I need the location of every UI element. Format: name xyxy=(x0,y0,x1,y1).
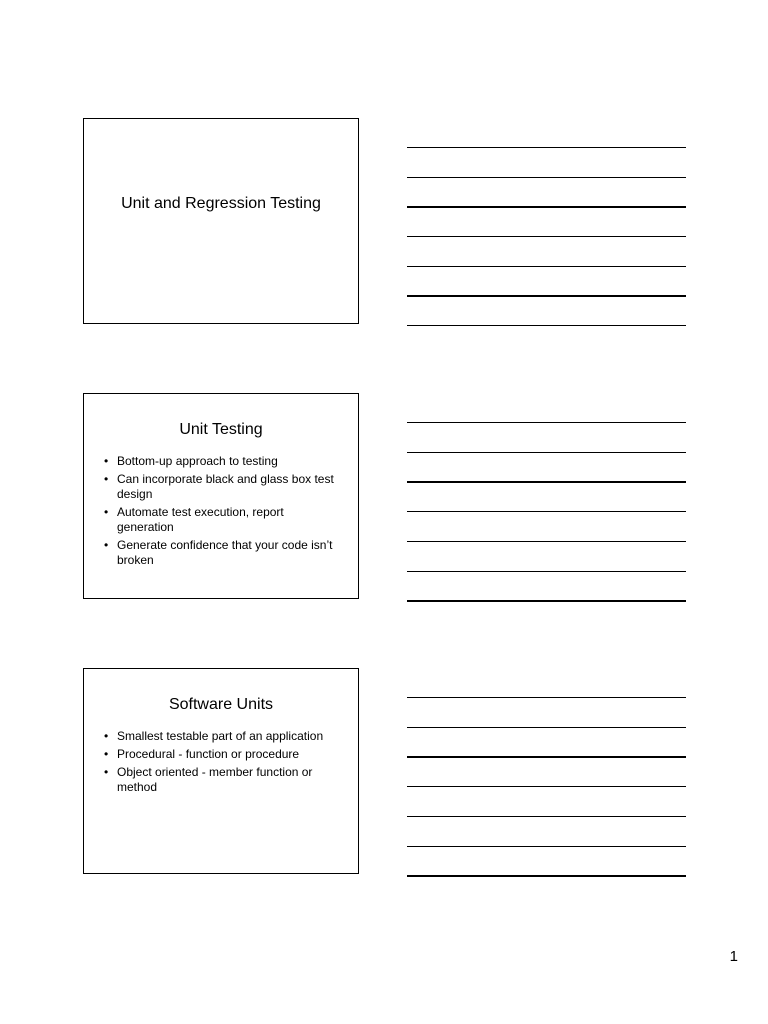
bullet-item: • Can incorporate black and glass box test design xyxy=(104,472,336,502)
bullet-item: • Object oriented - member function or method xyxy=(104,765,336,795)
bullet-list xyxy=(104,454,336,571)
bullet-item: • Automate test execution, report generation xyxy=(104,505,336,535)
note-line xyxy=(407,147,686,148)
bullet-item: • Procedural - function or procedure xyxy=(104,747,336,762)
bullet-item: • Smallest testable part of an application xyxy=(104,729,336,744)
slide-thumbnail-3 xyxy=(83,668,359,874)
slide-thumbnail-2 xyxy=(83,393,359,599)
note-line xyxy=(407,511,686,512)
note-line xyxy=(407,571,686,572)
note-line xyxy=(407,236,686,237)
note-line xyxy=(407,846,686,847)
note-line xyxy=(407,325,686,326)
note-line xyxy=(407,295,686,297)
page-number: 1 xyxy=(729,948,738,965)
slide-thumbnail-1 xyxy=(83,118,359,324)
note-line xyxy=(407,266,686,267)
note-line xyxy=(407,452,686,453)
note-line xyxy=(407,422,686,423)
note-line xyxy=(407,481,686,483)
note-line xyxy=(407,786,686,787)
slide-title: Unit and Regression Testing xyxy=(121,195,321,212)
note-line xyxy=(407,816,686,817)
note-line xyxy=(407,697,686,698)
note-line xyxy=(407,727,686,728)
note-line xyxy=(407,177,686,178)
note-line xyxy=(407,206,686,208)
note-line xyxy=(407,756,686,758)
slide-title: Unit Testing xyxy=(179,421,263,438)
note-line xyxy=(407,600,686,602)
bullet-item: • Generate confidence that your code isn’t broken xyxy=(104,538,336,568)
note-line xyxy=(407,875,686,877)
bullet-list xyxy=(104,729,336,798)
bullet-item: • Bottom-up approach to testing xyxy=(104,454,336,469)
note-line xyxy=(407,541,686,542)
slide-title: Software Units xyxy=(168,696,274,713)
